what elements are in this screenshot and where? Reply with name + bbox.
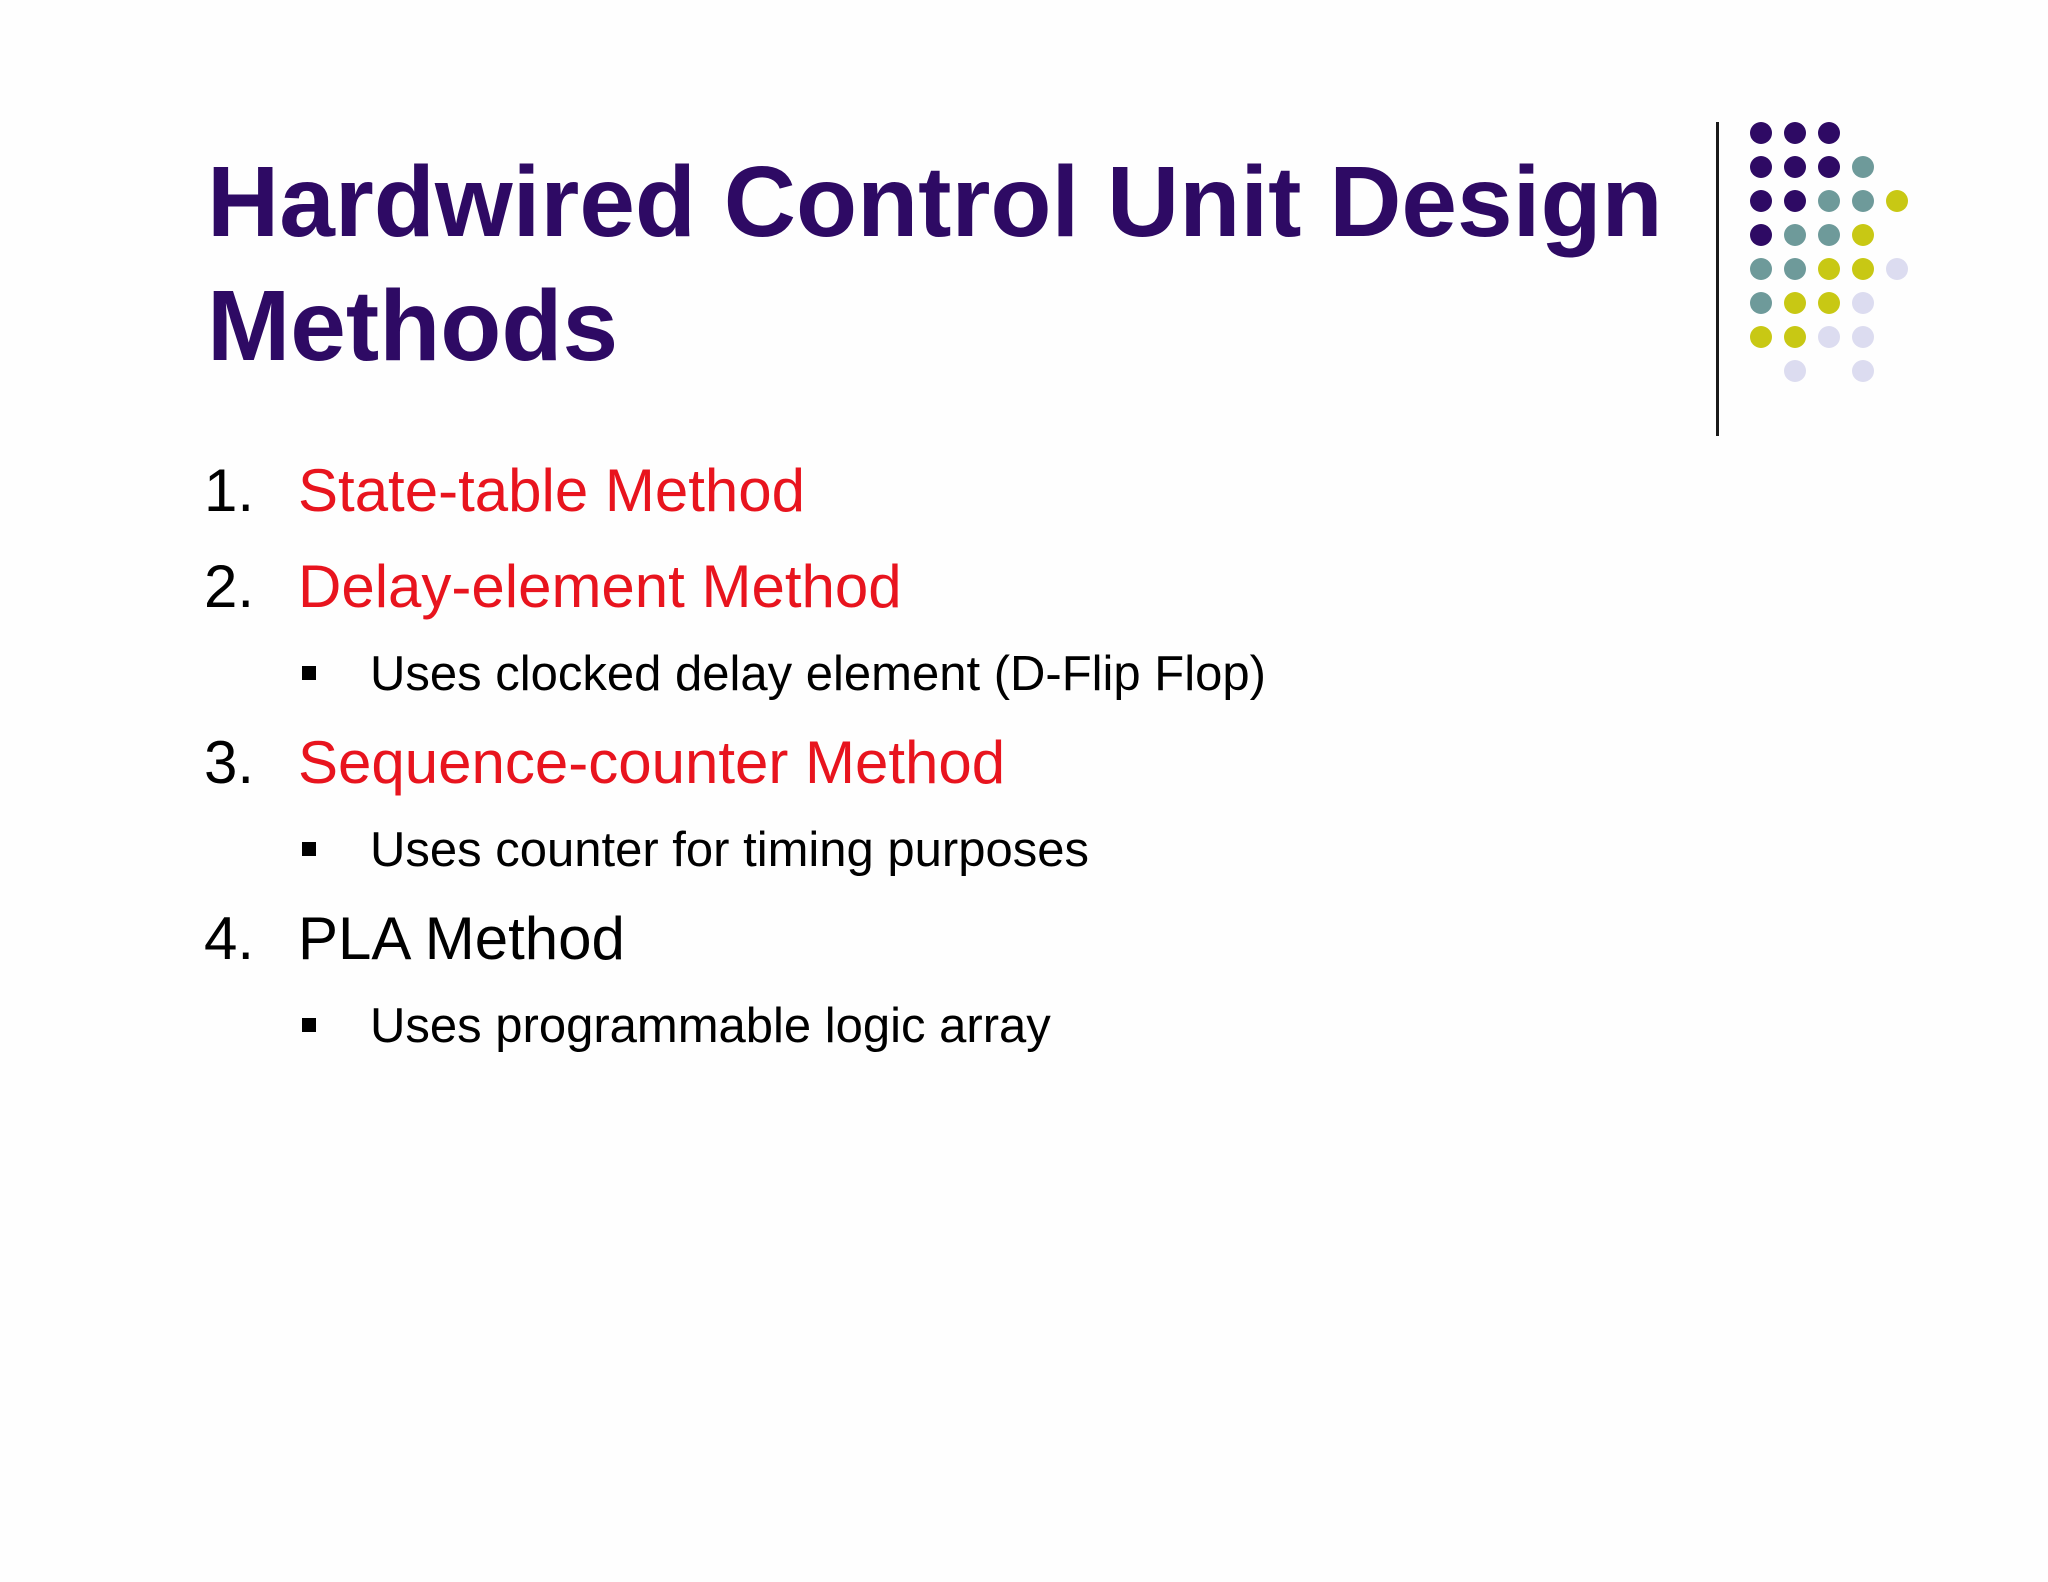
list-item bbox=[204, 904, 625, 974]
square-bullet-icon bbox=[302, 1018, 316, 1032]
list-item-label: Delay-element Method bbox=[298, 553, 902, 620]
slide-title: Hardwired Control Unit Design Methods bbox=[207, 146, 1663, 382]
sub-bullet-item bbox=[302, 820, 1089, 880]
sub-bullet-text: Uses clocked delay element (D-Flip Flop) bbox=[370, 647, 1266, 701]
list-item-number: 1. bbox=[204, 457, 255, 524]
square-bullet-icon bbox=[302, 842, 316, 856]
list-item bbox=[204, 456, 805, 526]
list-item bbox=[204, 552, 902, 622]
list-item-label: Sequence-counter Method bbox=[298, 729, 1006, 796]
list-item-number: 4. bbox=[204, 905, 255, 972]
sub-bullet-item bbox=[302, 644, 1266, 704]
list-item-label: PLA Method bbox=[298, 905, 625, 972]
list-item bbox=[204, 728, 1005, 798]
sub-bullet-text: Uses programmable logic array bbox=[370, 999, 1051, 1053]
square-bullet-icon bbox=[302, 666, 316, 680]
list-item-number: 3. bbox=[204, 729, 255, 796]
sub-bullet-item bbox=[302, 996, 1051, 1056]
list-item-number: 2. bbox=[204, 553, 255, 620]
sub-bullet-text: Uses counter for timing purposes bbox=[370, 823, 1089, 877]
list-item-label: State-table Method bbox=[298, 457, 805, 524]
